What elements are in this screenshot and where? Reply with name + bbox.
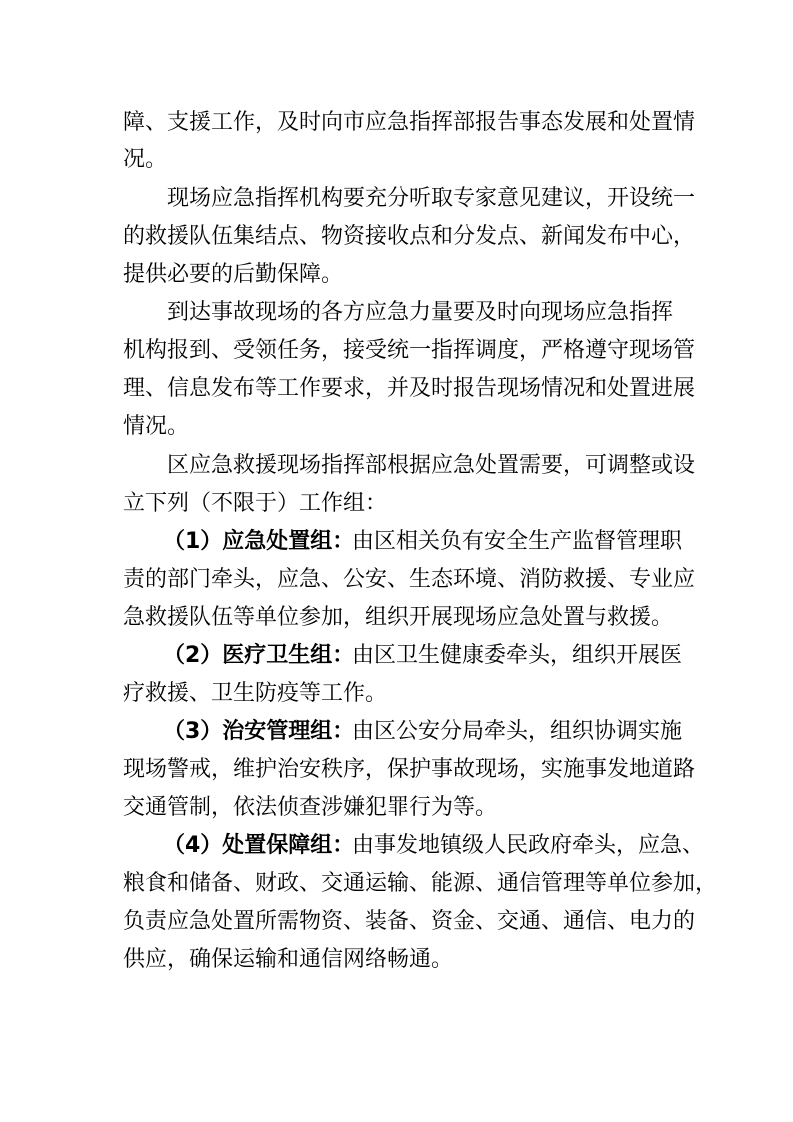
text-line: 到达事故现场的各方应急力量要及时向现场应急指挥 bbox=[167, 300, 674, 325]
text-line: 交通管制，依法侦查涉嫌犯罪行为等。 bbox=[123, 795, 498, 820]
text-line: 机构报到、受领任务，接受统一指挥调度，严格遵守现场管 bbox=[123, 338, 696, 363]
text-line: 由区公安分局牵头，组织协调实施 bbox=[352, 719, 683, 744]
section-heading: （3）治安管理组： bbox=[163, 719, 355, 744]
text-line: 现场警戒，维护治安秩序，保护事故现场，实施事发地道路 bbox=[123, 757, 696, 782]
text-line: 情况。 bbox=[123, 414, 190, 439]
text-line: 区应急救援现场指挥部根据应急处置需要，可调整或设 bbox=[167, 453, 696, 478]
text-line: 急救援队伍等单位参加，组织开展现场应急处置与救援。 bbox=[123, 605, 674, 630]
text-line: 粮食和储备、财政、交通运输、能源、通信管理等单位参加， bbox=[123, 871, 718, 896]
section-heading: （1）应急处置组： bbox=[163, 529, 355, 554]
section-heading: （2）医疗卫生组： bbox=[163, 643, 355, 668]
text-line: 负责应急处置所需物资、装备、资金、交通、通信、电力的 bbox=[123, 909, 696, 934]
text-line: 供应，确保运输和通信网络畅通。 bbox=[123, 947, 454, 972]
text-line: 的救援队伍集结点、物资接收点和分发点、新闻发布中心， bbox=[123, 224, 696, 249]
text-line: 立下列（不限于）工作组： bbox=[123, 491, 388, 516]
text-line: 疗救援、卫生防疫等工作。 bbox=[123, 681, 388, 706]
text-line: 障、支援工作，及时向市应急指挥部报告事态发展和处置情 bbox=[123, 110, 696, 135]
text-line: 由区相关负有安全生产监督管理职 bbox=[352, 529, 683, 554]
text-line: 提供必要的后勤保障。 bbox=[123, 262, 344, 287]
text-line: 理、信息发布等工作要求，并及时报告现场情况和处置进展 bbox=[123, 376, 696, 401]
text-line: 况。 bbox=[123, 147, 168, 172]
section-heading: （4）处置保障组： bbox=[163, 833, 355, 858]
text-line: 由事发地镇级人民政府牵头，应急、 bbox=[352, 833, 705, 858]
text-line: 现场应急指挥机构要充分听取专家意见建议，开设统一 bbox=[167, 186, 696, 211]
text-line: 责的部门牵头，应急、公安、生态环境、消防救援、专业应 bbox=[123, 567, 696, 592]
text-line: 由区卫生健康委牵头，组织开展医 bbox=[352, 643, 683, 668]
